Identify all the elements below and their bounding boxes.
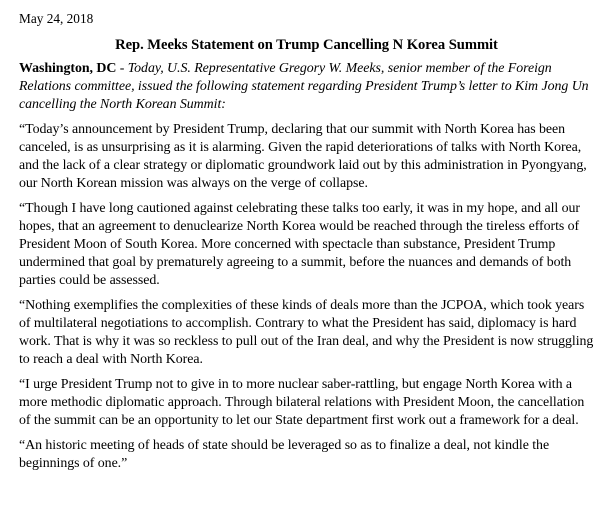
- statement-headline: Rep. Meeks Statement on Trump Cancelling N Korea Summit: [115, 37, 498, 53]
- statement-paragraph-3: “Nothing exemplifies the complexities of these kinds of deals more than the JCPOA, which took years of multilateral negotiations to accomplish. Contrary to what the President has said, diplomacy is hard work. That is why it was so reckless to pull out of the Iran deal, and why the President is now struggling to reach a deal with North Korea.: [19, 298, 594, 367]
- statement-paragraph-1: “Today’s announcement by President Trump, declaring that our summit with North Korea has been canceled, is as unsurprising as it is alarming. Given the rapid deteriorations of talks with North Korea, and the lack of a clear strategy or diplomatic groundwork laid out by this administration in Pyongyang, our North Korean mission was always on the verge of collapse.: [19, 122, 587, 191]
- statement-paragraph-4: “I urge President Trump not to give in to more nuclear saber-rattling, but engage North Korea with a more methodic diplomatic approach. Through bilateral relations with President Moon, the cancellation of the summit can be an opportunity to let our State department first work out a framework for a deal.: [19, 377, 585, 428]
- statement-paragraph-5: “An historic meeting of heads of state should be leveraged so as to finalize a deal, not kindle the beginnings of one.”: [19, 438, 550, 471]
- intro-text: Today, U.S. Representative Gregory W. Meeks, senior member of the Foreign Relations committee, issued the following statement regarding President Trump’s letter to Kim Jong Un cancelling the North Korean Summit:: [19, 61, 589, 112]
- dateline: Washington, DC: [19, 61, 117, 76]
- release-date: May 24, 2018: [19, 11, 94, 26]
- statement-paragraph-2: “Though I have long cautioned against celebrating these talks too early, it was in my hope, and all our hopes, that an agreement to denuclearize North Korea would be reached through the tireless efforts of President Moon of South Korea. More concerned with spectacle than substance, President Trump undermined that goal by prematurely agreeing to a summit, before the nuances and demands of both parties could be assessed.: [19, 201, 580, 288]
- dateline-separator: -: [116, 61, 128, 76]
- intro-paragraph: [19, 60, 594, 114]
